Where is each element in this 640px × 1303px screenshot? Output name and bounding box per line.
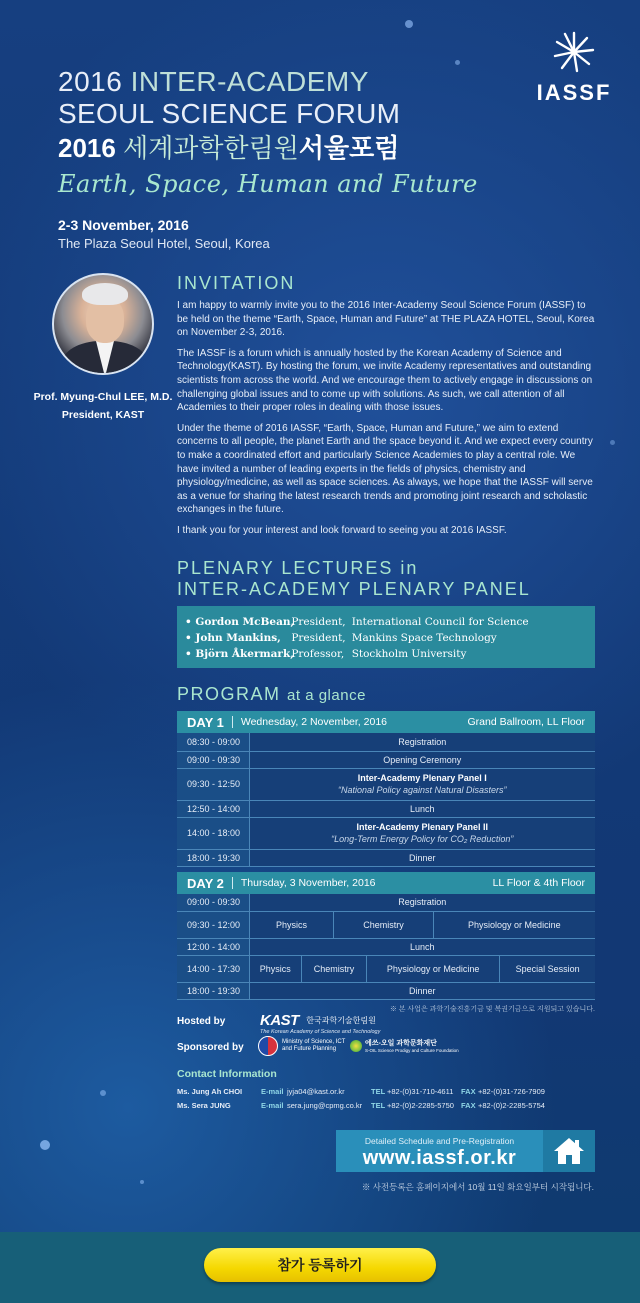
speaker-row — [185, 630, 587, 646]
day2-location: LL Floor & 4th Floor — [492, 877, 585, 889]
contact-name: Ms. Sera JUNG — [177, 1101, 231, 1110]
speaker-org: International Council for Science — [351, 616, 529, 628]
korean-year: 2016 — [58, 133, 116, 163]
schedule-time: 14:00 - 18:00 — [177, 817, 249, 849]
decor-star — [100, 1090, 106, 1096]
president-title: President, KAST — [61, 409, 145, 421]
forum-title — [58, 66, 478, 198]
contact-tel: +82-(0)2-2285-5750 — [387, 1101, 454, 1110]
email-label: E-mail — [261, 1087, 284, 1096]
plenary-speakers — [177, 606, 595, 668]
event-dates — [58, 217, 270, 251]
contact-name: Ms. Jung Ah CHOI — [177, 1087, 243, 1096]
schedule-row — [177, 733, 595, 751]
schedule-item: Chemistry — [334, 911, 433, 938]
day2-label: DAY 2 — [187, 875, 224, 891]
schedule-row — [177, 768, 595, 800]
contact-row — [177, 1101, 597, 1111]
sponsored-label: Sponsored by — [177, 1042, 244, 1053]
program-heading-main: PROGRAM — [177, 684, 281, 704]
schedule-item: Physics — [249, 911, 334, 938]
contact-fax: +82-(0)2-2285-5754 — [478, 1101, 545, 1110]
program-heading-sub: at a glance — [287, 687, 366, 704]
schedule-item: Lunch — [249, 800, 595, 817]
decor-star — [40, 1140, 50, 1150]
day2-date: Thursday, 3 November, 2016 — [240, 877, 376, 889]
schedule-item: Physics — [249, 955, 302, 982]
day1-date: Wednesday, 2 November, 2016 — [240, 716, 387, 728]
msip-line2: and Future Planning — [282, 1046, 337, 1052]
logo-text: IASSF — [536, 80, 612, 105]
day1-location: Grand Ballroom, LL Floor — [467, 716, 585, 728]
speaker-role: President, — [291, 616, 346, 628]
fax-label: FAX — [461, 1101, 476, 1110]
tel-label: TEL — [371, 1087, 386, 1096]
funding-note: ※ 본 사업은 과학기술진흥기금 및 복권기금으로 지원되고 있습니다. — [389, 1006, 595, 1013]
schedule-item: Physiology or Medicine — [366, 955, 499, 982]
schedule-time: 12:00 - 14:00 — [177, 938, 249, 955]
contact-email[interactable]: sera.jung@cpmg.co.kr — [287, 1101, 363, 1110]
starburst-icon — [552, 30, 596, 74]
speaker-name: • Gordon McBean, — [185, 616, 295, 628]
schedule-item: Dinner — [249, 849, 595, 866]
title-line1: INTER-ACADEMY — [130, 66, 369, 97]
day1-label: DAY 1 — [187, 714, 224, 730]
president-name: Prof. Myung-Chul LEE, M.D. — [33, 391, 173, 403]
decor-star — [140, 1180, 144, 1184]
msip-logo — [258, 1036, 345, 1056]
iassf-logo — [534, 30, 614, 106]
invitation-paragraph: The IASSF is a forum which is annually hosted by the Korean Academy of Science and Technology(KAST). By hosting the forum, we invite Academy representatives and outstanding scientists from across the world. And we encourage them to actively engage in discussions on challenging global issues and to come up with solutions. As such, we call attention of all Academies to their proper roles in dealing with those issues. — [177, 347, 593, 414]
schedule-item: Lunch — [249, 938, 595, 955]
schedule-item: Physiology or Medicine — [433, 911, 595, 938]
schedule-row — [177, 911, 595, 938]
title-year: 2016 — [58, 66, 123, 97]
schedule-item: Registration — [249, 894, 595, 911]
schedule-time: 12:50 - 14:00 — [177, 800, 249, 817]
schedule-time: 09:30 - 12:50 — [177, 768, 249, 800]
schedule-item: Inter-Academy Plenary Panel I “National Policy against Natural Disasters” — [249, 768, 595, 800]
day1-schedule — [177, 733, 595, 867]
schedule-time: 09:00 - 09:30 — [177, 894, 249, 911]
schedule-time: 09:00 - 09:30 — [177, 751, 249, 768]
registration-note: ※ 사전등록은 홈페이지에서 10월 11일 화요일부터 시작됩니다. — [361, 1182, 594, 1192]
register-button[interactable]: 참가 등록하기 — [204, 1248, 436, 1282]
day2-schedule — [177, 894, 595, 1000]
speaker-row — [185, 646, 587, 662]
schedule-item: Inter-Academy Plenary Panel II “Long-Term Energy Policy for CO₂ Reduction” — [249, 817, 595, 849]
schedule-item: Opening Ceremony — [249, 751, 595, 768]
plenary-heading — [177, 558, 531, 600]
contact-email[interactable]: jyja04@kast.or.kr — [287, 1087, 345, 1096]
fax-label: FAX — [461, 1087, 476, 1096]
invitation-body — [177, 299, 597, 538]
schedule-row — [177, 849, 595, 866]
program-heading — [177, 684, 366, 705]
contact-fax: +82-(0)31-726-7909 — [478, 1087, 545, 1096]
msip-line1: Ministry of Science, ICT — [282, 1039, 346, 1045]
speaker-name: • John Mankins, — [185, 632, 281, 644]
event-venue: The Plaza Seoul Hotel, Seoul, Korea — [58, 236, 270, 251]
speaker-role: President, — [291, 632, 346, 644]
foundation-logo — [350, 1038, 459, 1053]
contact-heading: Contact Information — [177, 1068, 277, 1080]
invitation-paragraph: I thank you for your interest and look forward to seeing you at 2016 IASSF. — [177, 524, 507, 536]
korean-title-b: 서울포럼 — [298, 133, 400, 163]
kast-english: The Korean Academy of Science and Technology — [260, 1029, 381, 1035]
event-date: 2-3 November, 2016 — [58, 217, 189, 233]
schedule-time: 08:30 - 09:00 — [177, 733, 249, 751]
invitation-paragraph: Under the theme of 2016 IASSF, “Earth, Space, Human and Future,” we aim to extend concerns to all people, the planet Earth and the space beyond it. And we expect every country to make a coordinated effort and particularly Science Academies to play a central role. We have invited a number of leading experts in the fields of physics, chemistry and physiology/medicine, as well as space sciences. As always, we hope that the IASSF will serve as a venue for sharing the latest research trends and promoting joint research and scholastic exchanges in the future. — [177, 422, 593, 516]
foundation-icon — [350, 1040, 362, 1052]
schedule-item: Chemistry — [302, 955, 367, 982]
foundation-name: 에쓰-오일 과학문화재단 — [365, 1040, 437, 1047]
invitation-paragraph: I am happy to warmly invite you to the 2016 Inter-Academy Seoul Science Forum (IASSF) to be held on the theme “Earth, Space, Human and Future” at THE PLAZA HOTEL, Seoul, Korea on November 2-3, 2016. — [177, 300, 595, 339]
taegeuk-icon — [258, 1036, 278, 1056]
schedule-row — [177, 982, 595, 999]
schedule-row — [177, 894, 595, 911]
schedule-row — [177, 751, 595, 768]
website-url[interactable]: www.iassf.or.kr — [362, 1147, 517, 1169]
schedule-row — [177, 800, 595, 817]
speaker-org: Mankins Space Technology — [351, 632, 497, 644]
decor-star — [405, 20, 413, 28]
hosted-label: Hosted by — [177, 1016, 226, 1027]
schedule-row — [177, 955, 595, 982]
korean-title-a: 세계과학한림원 — [123, 133, 299, 163]
website-banner[interactable] — [336, 1130, 595, 1172]
invitation-section — [177, 273, 597, 545]
schedule-item: Registration — [249, 733, 595, 751]
foundation-sub: S-OIL Science Prodigy and Culture Foundation — [365, 1048, 459, 1053]
contact-tel: +82-(0)31-710-4611 — [387, 1087, 454, 1096]
schedule-item: Dinner — [249, 982, 595, 999]
schedule-item: Special Session — [500, 955, 595, 982]
plenary-heading-line1: PLENARY LECTURES in — [177, 558, 419, 578]
email-label: E-mail — [261, 1101, 284, 1110]
kast-logo — [260, 1012, 380, 1035]
website-caption: Detailed Schedule and Pre-Registration — [364, 1136, 515, 1146]
invitation-heading: INVITATION — [177, 273, 296, 293]
schedule-row — [177, 938, 595, 955]
theme-text: Earth, Space, Human and Future — [58, 170, 478, 198]
speaker-name: • Björn Åkermark, — [185, 648, 294, 660]
schedule-time: 14:00 - 17:30 — [177, 955, 249, 982]
schedule-time: 18:00 - 19:30 — [177, 982, 249, 999]
president-caption — [30, 388, 176, 424]
speaker-row — [185, 614, 587, 630]
day1-bar — [177, 711, 595, 733]
title-line2: SEOUL SCIENCE FORUM — [58, 98, 401, 129]
contact-row — [177, 1087, 597, 1097]
day2-bar — [177, 872, 595, 894]
speaker-role: Professor, — [291, 648, 345, 660]
schedule-row — [177, 817, 595, 849]
president-photo — [52, 273, 154, 375]
home-button[interactable] — [543, 1130, 595, 1172]
schedule-time: 09:30 - 12:00 — [177, 911, 249, 938]
tel-label: TEL — [371, 1101, 386, 1110]
decor-star — [610, 440, 615, 445]
kast-logo-text: KAST — [260, 1012, 299, 1030]
kast-korean: 한국과학기술한림원 — [306, 1016, 376, 1026]
speaker-org: Stockholm University — [351, 648, 467, 660]
home-icon — [552, 1136, 586, 1166]
plenary-heading-line2: INTER-ACADEMY PLENARY PANEL — [177, 579, 531, 599]
schedule-time: 18:00 - 19:30 — [177, 849, 249, 866]
decor-star — [455, 60, 460, 65]
